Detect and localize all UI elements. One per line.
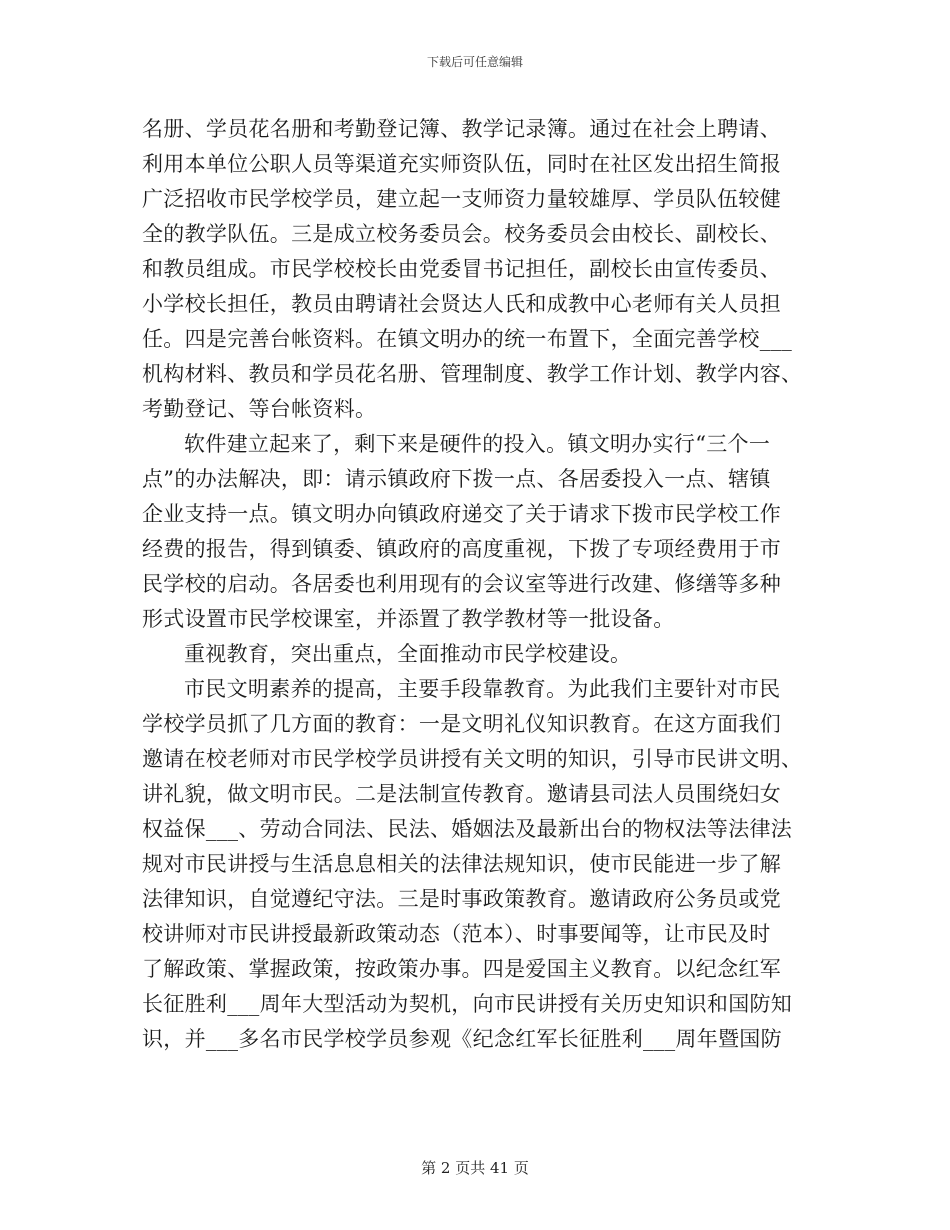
text-line: 全的教学队伍。三是成立校务委员会。校务委员会由校长、副校长、 xyxy=(142,222,781,246)
text-line: 长征胜利___周年大型活动为契机，向市民讲授有关历史知识和国防知 xyxy=(142,992,793,1016)
text-line: 法律知识，自觉遵纪守法。三是时事政策教育。邀请政府公务员或党 xyxy=(142,887,781,911)
page-number: 第 2 页共 41 页 xyxy=(421,1159,529,1177)
page-header: 下载后可任意编辑 xyxy=(426,55,523,69)
text-line: 企业支持一点。镇文明办向镇政府递交了关于请求下拨市民学校工作 xyxy=(142,502,781,526)
text-line: 规对市民讲授与生活息息相关的法律法规知识，使市民能进一步了解 xyxy=(142,852,781,876)
text-line: 任。四是完善台帐资料。在镇文明办的统一布置下，全面完善学校___ xyxy=(142,327,793,351)
text-line: 考勤登记、等台帐资料。 xyxy=(142,397,377,421)
text-line: 形式设置市民学校课室，并添置了教学教材等一批设备。 xyxy=(142,607,675,631)
text-line: 和教员组成。市民学校校长由党委冒书记担任，副校长由宣传委员、 xyxy=(142,257,781,281)
text-line: 民学校的启动。各居委也利用现有的会议室等进行改建、修缮等多种 xyxy=(142,572,781,596)
text-line: 小学校长担任，教员由聘请社会贤达人氏和成教中心老师有关人员担 xyxy=(142,292,781,316)
paragraph-start-line: 市民文明素养的提高，主要手段靠教育。为此我们主要针对市民 xyxy=(184,677,781,701)
text-line: 学校学员抓了几方面的教育：一是文明礼仪知识教育。在这方面我们 xyxy=(142,712,781,736)
paragraph-start-line: 软件建立起来了，剩下来是硬件的投入。镇文明办实行“三个一 xyxy=(184,432,771,456)
text-line: 名册、学员花名册和考勤登记簿、教学记录簿。通过在社会上聘请、 xyxy=(142,117,781,141)
text-line: 识，并___多名市民学校学员参观《纪念红军长征胜利___周年暨国防 xyxy=(142,1027,782,1051)
text-line: 广泛招收市民学校学员，建立起一支师资力量较雄厚、学员队伍较健 xyxy=(142,187,781,211)
text-line: 讲礼貌，做文明市民。二是法制宣传教育。邀请县司法人员围绕妇女 xyxy=(142,782,781,806)
text-line: 权益保___、劳动合同法、民法、婚姻法及最新出台的物权法等法律法 xyxy=(142,817,793,841)
text-line: 校讲师对市民讲授最新政策动态（范本）、时事要闻等，让市民及时 xyxy=(142,922,771,946)
text-line: 经费的报告，得到镇委、镇政府的高度重视，下拨了专项经费用于市 xyxy=(142,537,781,561)
text-line: 邀请在校老师对市民学校学员讲授有关文明的知识，引导市民讲文明、 xyxy=(142,747,803,771)
text-line: 点”的办法解决，即：请示镇政府下拨一点、各居委投入一点、辖镇 xyxy=(142,467,771,491)
text-line: 了解政策、掌握政策，按政策办事。四是爱国主义教育。以纪念红军 xyxy=(142,957,781,981)
document-body xyxy=(142,112,802,1057)
text-line: 利用本单位公职人员等渠道充实师资队伍，同时在社区发出招生简报 xyxy=(142,152,781,176)
text-line: 机构材料、教员和学员花名册、管理制度、教学工作计划、教学内容、 xyxy=(142,362,803,386)
section-heading-line: 重视教育，突出重点，全面推动市民学校建设。 xyxy=(184,642,632,666)
